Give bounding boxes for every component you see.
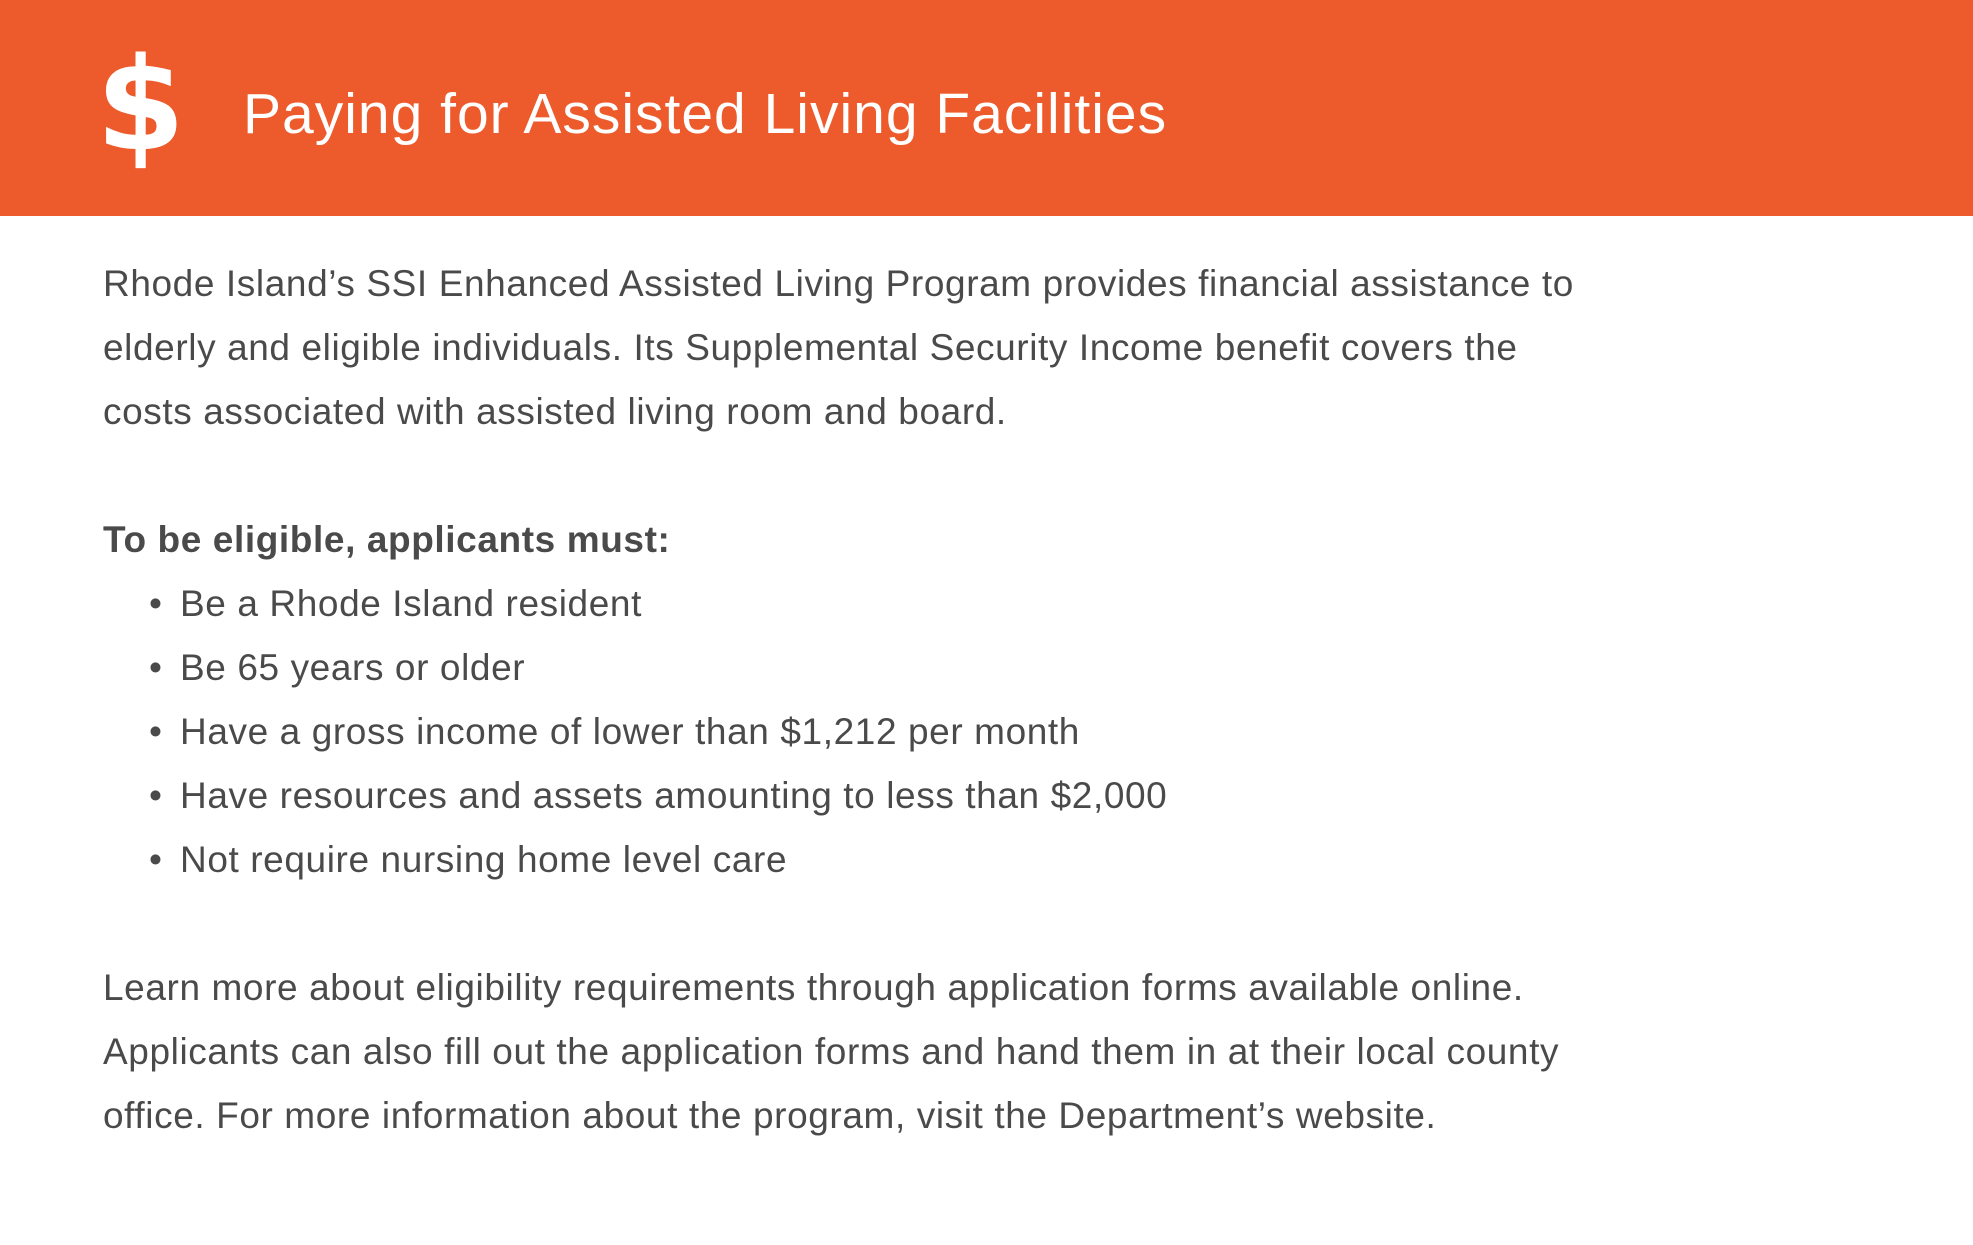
list-item — [103, 764, 1903, 828]
list-item-text: Be 65 years or older — [180, 647, 526, 688]
list-item — [103, 636, 1903, 700]
list-item-text: Have resources and assets amounting to less than $2,000 — [180, 775, 1168, 816]
eligibility-list — [103, 572, 1903, 892]
list-item-text: Have a gross income of lower than $1,212 per month — [180, 711, 1080, 752]
intro-line: Rhode Island’s SSI Enhanced Assisted Living Program provides financial assistance to — [103, 263, 1574, 304]
bullet-icon: • — [149, 839, 163, 880]
bullet-icon: • — [149, 711, 163, 752]
outro-line: office. For more information about the program, visit the Department’s website. — [103, 1095, 1437, 1136]
content-body — [103, 252, 1903, 1148]
bullet-icon: • — [149, 583, 163, 624]
list-item — [103, 572, 1903, 636]
list-item-text: Be a Rhode Island resident — [180, 583, 642, 624]
outro-paragraph — [103, 956, 1903, 1148]
list-item-text: Not require nursing home level care — [180, 839, 788, 880]
header-banner — [0, 0, 1973, 216]
list-item — [103, 700, 1903, 764]
dollar-sign-icon: $ — [96, 31, 186, 180]
intro-paragraph — [103, 252, 1903, 444]
intro-line: costs associated with assisted living room and board. — [103, 391, 1007, 432]
list-item — [103, 828, 1903, 892]
outro-line: Applicants can also fill out the application forms and hand them in at their local county — [103, 1031, 1560, 1072]
bullet-icon: • — [149, 775, 163, 816]
outro-line: Learn more about eligibility requirements through application forms available online. — [103, 967, 1524, 1008]
bullet-icon: • — [149, 647, 163, 688]
eligibility-heading: To be eligible, applicants must: — [103, 519, 671, 560]
page-title: Paying for Assisted Living Facilities — [243, 82, 1168, 146]
intro-line: elderly and eligible individuals. Its Supplemental Security Income benefit covers the — [103, 327, 1518, 368]
